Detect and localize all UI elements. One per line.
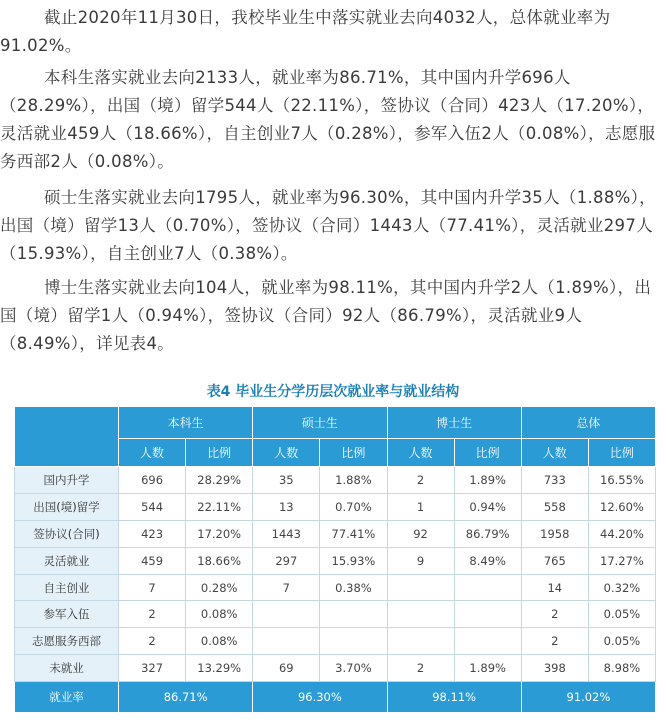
- row-label: 国内升学: [15, 467, 119, 494]
- ratio-cell: 0.28%: [186, 574, 253, 601]
- ratio-cell: 17.27%: [588, 547, 655, 574]
- ratio-cell: 15.93%: [320, 547, 387, 574]
- count-cell: 1: [387, 493, 454, 520]
- ratio-cell: 0.08%: [186, 601, 253, 628]
- count-cell: 14: [521, 574, 588, 601]
- count-cell: 696: [119, 467, 186, 494]
- ratio-cell: 8.98%: [588, 655, 655, 682]
- group-header-overall: 总体: [521, 407, 655, 439]
- table-row: [15, 601, 656, 628]
- paragraph-overall: 截止2020年11月30日，我校毕业生中落实就业去向4032人，总体就业率为91.02%。: [0, 8, 611, 55]
- subheader-count: 人数: [521, 439, 588, 467]
- subheader-ratio: 比例: [454, 439, 521, 467]
- count-cell: 459: [119, 547, 186, 574]
- ratio-cell: 0.32%: [588, 574, 655, 601]
- count-cell: 423: [119, 520, 186, 547]
- row-label: 志愿服务西部: [15, 628, 119, 655]
- subheader-ratio: 比例: [320, 439, 387, 467]
- ratio-cell: 1.89%: [454, 655, 521, 682]
- ratio-cell: 0.38%: [320, 574, 387, 601]
- ratio-cell: 8.49%: [454, 547, 521, 574]
- count-cell: [387, 574, 454, 601]
- ratio-cell: [320, 628, 387, 655]
- group-header-master: 硕士生: [253, 407, 387, 439]
- group-header-doctoral: 博士生: [387, 407, 521, 439]
- subheader-ratio: 比例: [186, 439, 253, 467]
- employment-rate-cell: 96.30%: [253, 682, 387, 713]
- paragraph-doctoral: 博士生落实就业去向104人，就业率为98.11%，其中国内升学2人（1.89%），出国（境）留学1人（0.94%），签协议（合同）92人（86.79%），灵活就业9人（8.49%），详见表4。: [0, 278, 652, 353]
- ratio-cell: 17.20%: [186, 520, 253, 547]
- count-cell: 398: [521, 655, 588, 682]
- count-cell: [253, 601, 320, 628]
- paragraph-master: 硕士生落实就业去向1795人，就业率为96.30%，其中国内升学35人（1.88%），出国（境）留学13人（0.70%），签协议（合同）1443人（77.41%），灵活就业297人（15.93%），自主创业7人（0.38%）。: [0, 188, 656, 263]
- ratio-cell: 12.60%: [588, 493, 655, 520]
- count-cell: 733: [521, 467, 588, 494]
- table-row: [15, 655, 656, 682]
- count-cell: 544: [119, 493, 186, 520]
- count-cell: 1443: [253, 520, 320, 547]
- total-label: 就业率: [15, 682, 119, 713]
- count-cell: 13: [253, 493, 320, 520]
- ratio-cell: 1.88%: [320, 467, 387, 494]
- ratio-cell: [454, 628, 521, 655]
- count-cell: 558: [521, 493, 588, 520]
- ratio-cell: [320, 601, 387, 628]
- count-cell: 7: [119, 574, 186, 601]
- ratio-cell: 22.11%: [186, 493, 253, 520]
- ratio-cell: 28.29%: [186, 467, 253, 494]
- ratio-cell: 0.05%: [588, 601, 655, 628]
- table-row: [15, 547, 656, 574]
- ratio-cell: 13.29%: [186, 655, 253, 682]
- table-row: [15, 628, 656, 655]
- table-row: [15, 520, 656, 547]
- row-label: 灵活就业: [15, 547, 119, 574]
- subheader-ratio: 比例: [588, 439, 655, 467]
- ratio-cell: 0.94%: [454, 493, 521, 520]
- ratio-cell: [454, 601, 521, 628]
- row-label: 签协议(合同): [15, 520, 119, 547]
- count-cell: 765: [521, 547, 588, 574]
- row-label: 出国(境)留学: [15, 493, 119, 520]
- count-cell: 2: [119, 601, 186, 628]
- table-body: [15, 467, 656, 713]
- count-cell: 327: [119, 655, 186, 682]
- subheader-count: 人数: [387, 439, 454, 467]
- subheader-count: 人数: [119, 439, 186, 467]
- table-row: [15, 574, 656, 601]
- count-cell: [387, 601, 454, 628]
- count-cell: 92: [387, 520, 454, 547]
- ratio-cell: 3.70%: [320, 655, 387, 682]
- row-label: 未就业: [15, 655, 119, 682]
- ratio-cell: [454, 574, 521, 601]
- count-cell: 2: [521, 628, 588, 655]
- count-cell: 2: [119, 628, 186, 655]
- count-cell: 1958: [521, 520, 588, 547]
- ratio-cell: 0.05%: [588, 628, 655, 655]
- table-header: [15, 407, 656, 467]
- count-cell: 69: [253, 655, 320, 682]
- count-cell: [387, 628, 454, 655]
- employment-rate-cell: 98.11%: [387, 682, 521, 713]
- count-cell: 7: [253, 574, 320, 601]
- employment-table: [14, 406, 656, 713]
- count-cell: 297: [253, 547, 320, 574]
- table-caption: 表4 毕业生分学历层次就业率与就业结构: [206, 384, 460, 400]
- count-cell: 2: [521, 601, 588, 628]
- ratio-cell: 77.41%: [320, 520, 387, 547]
- paragraph-undergraduate: 本科生落实就业去向2133人，就业率为86.71%，其中国内升学696人（28.29%），出国（境）留学544人（22.11%），签协议（合同）423人（17.20%），灵活就业459人（18.66%），自主创业7人（0.28%），参军入伍2人（0.08%），志愿服务西部2人（0.08%）。: [0, 68, 656, 171]
- table-row: [15, 467, 656, 494]
- ratio-cell: 86.79%: [454, 520, 521, 547]
- count-cell: [253, 628, 320, 655]
- row-label: 自主创业: [15, 574, 119, 601]
- total-row: [15, 682, 656, 713]
- ratio-cell: 0.70%: [320, 493, 387, 520]
- row-label: 参军入伍: [15, 601, 119, 628]
- ratio-cell: 0.08%: [186, 628, 253, 655]
- corner-cell: [15, 407, 119, 467]
- ratio-cell: 44.20%: [588, 520, 655, 547]
- employment-rate-cell: 91.02%: [521, 682, 655, 713]
- table-row: [15, 493, 656, 520]
- count-cell: 35: [253, 467, 320, 494]
- group-header-undergraduate: 本科生: [119, 407, 253, 439]
- subheader-count: 人数: [253, 439, 320, 467]
- ratio-cell: 16.55%: [588, 467, 655, 494]
- ratio-cell: 1.89%: [454, 467, 521, 494]
- employment-rate-cell: 86.71%: [119, 682, 253, 713]
- count-cell: 2: [387, 467, 454, 494]
- ratio-cell: 18.66%: [186, 547, 253, 574]
- count-cell: 9: [387, 547, 454, 574]
- count-cell: 2: [387, 655, 454, 682]
